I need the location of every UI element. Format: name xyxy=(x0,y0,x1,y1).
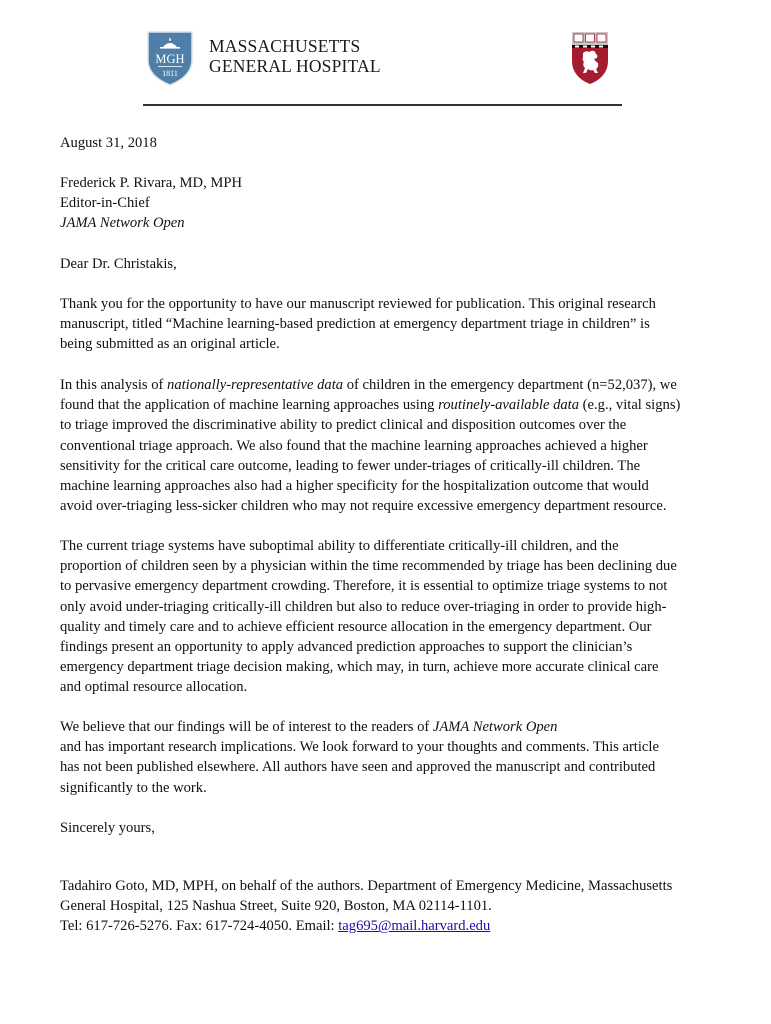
institution-name-line1: MASSACHUSETTS xyxy=(209,36,361,56)
paragraph-line xyxy=(60,717,740,737)
paragraph-line: being submitted as an original article. xyxy=(60,336,280,353)
paragraph-line: machine learning approaches also had a higher specificity for the hospitalization outcome that would xyxy=(60,478,649,495)
paragraph-line: findings present an opportunity to apply advanced prediction approaches to support the clinician’s xyxy=(60,639,633,656)
journal-name-emphasis: JAMA Network Open xyxy=(432,719,558,735)
paragraph-line: to pervasive emergency department crowding. Therefore, it is essential to optimize triage systems to not xyxy=(60,578,668,595)
letterhead-divider xyxy=(143,104,622,106)
paragraph-line: manuscript, titled “Machine learning-based prediction at emergency department triage in children” is xyxy=(60,316,650,333)
emphasis-text: routinely-available data xyxy=(438,397,580,414)
mgh-shield-logo-icon xyxy=(146,30,194,86)
text-segment: In this analysis of xyxy=(60,377,168,393)
paragraph-line: conventional triage approach. We also found that the machine learning approaches achieved a higher xyxy=(60,437,648,454)
paragraph-line xyxy=(60,375,740,395)
addressee-block xyxy=(60,173,242,234)
institution-name-line2: GENERAL HOSPITAL xyxy=(209,56,381,76)
signature-line: General Hospital, 125 Nashua Street, Suite 920, Boston, MA 02114-1101. xyxy=(60,898,492,915)
paragraph-line: sensitivity for the critical care outcome, leading to fewer under-triages of critically-ill children. The xyxy=(60,457,641,474)
addressee-journal: JAMA Network Open xyxy=(60,215,185,232)
paragraph-line: Thank you for the opportunity to have our manuscript reviewed for publication. This original research xyxy=(60,296,656,312)
paragraph-line: significantly to the work. xyxy=(60,779,207,796)
letter-date: August 31, 2018 xyxy=(60,135,157,151)
letterhead xyxy=(0,0,771,120)
text-segment: We believe that our findings will be of interest to the readers of xyxy=(60,719,433,735)
paragraph-findings xyxy=(60,375,740,516)
text-segment: of children in the emergency department (n=52,037), we xyxy=(343,377,677,393)
closing: Sincerely yours, xyxy=(60,820,155,836)
paragraph-line: avoid over-triaging less-sicker children who may not require excessive emergency department resource. xyxy=(60,498,667,515)
institution-name xyxy=(209,36,381,76)
harvard-shield-logo-icon xyxy=(571,31,609,85)
email-link[interactable]: tag695@mail.harvard.edu xyxy=(338,918,491,935)
paragraph-line xyxy=(60,395,740,415)
addressee-title: Editor-in-Chief xyxy=(60,195,150,212)
text-segment: found that the application of machine learning approaches using xyxy=(60,397,439,414)
paragraph-conclusion xyxy=(60,717,740,798)
paragraph-line: only avoid under-triaging critically-ill children but also to reduce over-triaging in order to provide high- xyxy=(60,598,667,615)
signature-block xyxy=(60,876,740,937)
paragraph-line: proportion of children seen by a physician within the time recommended by triage has been declining due xyxy=(60,558,677,575)
svg-text:1811: 1811 xyxy=(162,69,178,78)
contact-line xyxy=(60,916,740,936)
paragraph-introduction xyxy=(60,294,740,355)
salutation: Dear Dr. Christakis, xyxy=(60,256,177,272)
paragraph-line: quality and timely care and to achieve efficient resource allocation in the emergency department. Our xyxy=(60,618,652,635)
paragraph-line: to triage improved the discriminative ability to predict clinical and disposition outcomes over the xyxy=(60,417,627,434)
emphasis-text: nationally-representative data xyxy=(167,377,344,393)
contact-phone-fax: Tel: 617-726-5276. Fax: 617-724-4050. Email: xyxy=(60,918,339,935)
paragraph-line: and has important research implications. We look forward to your thoughts and comments. This article xyxy=(60,739,659,756)
paragraph-line: The current triage systems have suboptimal ability to differentiate critically-ill children, and the xyxy=(60,538,619,554)
signature-line: Tadahiro Goto, MD, MPH, on behalf of the authors. Department of Emergency Medicine, Massachusetts xyxy=(60,878,673,894)
addressee-name: Frederick P. Rivara, MD, MPH xyxy=(60,175,243,191)
text-segment: (e.g., vital signs) xyxy=(579,397,681,414)
paragraph-line: and optimal resource allocation. xyxy=(60,679,248,696)
svg-text:MGH: MGH xyxy=(155,52,185,66)
paragraph-line: emergency department triage decision making, which may, in turn, achieve more accurate clinical care xyxy=(60,659,659,676)
paragraph-rationale xyxy=(60,536,740,698)
paragraph-line: has not been published elsewhere. All authors have seen and approved the manuscript and contributed xyxy=(60,759,656,776)
